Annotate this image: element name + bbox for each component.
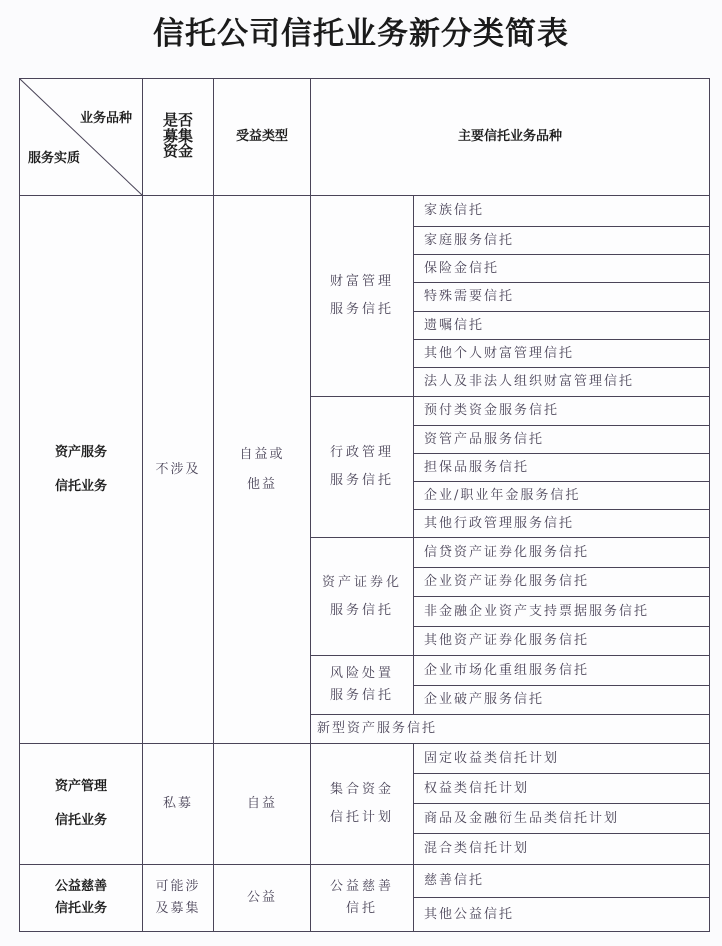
trust-classification-table (19, 78, 710, 932)
list-item: 企业/职业年金服务信托 (414, 482, 710, 510)
diagonal-line (20, 79, 143, 196)
list-item: 混合类信托计划 (414, 834, 710, 865)
list-item: 其他资产证券化服务信托 (414, 627, 710, 656)
fundraising-asset-management: 私募 (143, 744, 214, 865)
list-item: 其他个人财富管理信托 (414, 340, 710, 368)
subgroup-administrative-management: 行政管理 服务信托 (311, 397, 414, 538)
list-item: 企业市场化重组服务信托 (414, 656, 710, 686)
list-item: 其他行政管理服务信托 (414, 510, 710, 538)
list-item: 固定收益类信托计划 (414, 744, 710, 774)
header-row (20, 79, 710, 196)
fundraising-asset-service: 不涉及 (143, 196, 214, 744)
subgroup-risk-disposal: 风险处置 服务信托 (311, 656, 414, 715)
list-item: 保险金信托 (414, 255, 710, 283)
list-item: 权益类信托计划 (414, 774, 710, 804)
subgroup-wealth-management: 财富管理 服务信托 (311, 196, 414, 397)
list-item: 预付类资金服务信托 (414, 397, 710, 426)
list-item: 企业破产服务信托 (414, 686, 710, 715)
benefit-public-welfare-charity: 公益 (214, 865, 311, 932)
category-public-welfare-charity: 公益慈善 信托业务 (20, 865, 143, 932)
document-title: 信托公司信托业务新分类简表 (153, 16, 569, 52)
header-service-essence: 服务实质 (28, 151, 81, 166)
list-item: 担保品服务信托 (414, 454, 710, 482)
list-item: 慈善信托 (414, 865, 710, 898)
list-item: 信贷资产证券化服务信托 (414, 538, 710, 568)
list-item: 家庭服务信托 (414, 227, 710, 255)
header-business-variety: 业务品种 (79, 111, 132, 126)
category-asset-service: 资产服务 信托业务 (20, 196, 143, 744)
list-item: 遗嘱信托 (414, 312, 710, 340)
list-item: 资管产品服务信托 (414, 426, 710, 454)
list-item: 家族信托 (414, 196, 710, 227)
list-item: 特殊需要信托 (414, 283, 710, 312)
standalone-item-new-type-asset-service: 新型资产服务信托 (311, 715, 710, 744)
list-item: 其他公益信托 (414, 898, 710, 932)
subgroup-asset-securitization: 资产证券化 服务信托 (311, 538, 414, 656)
benefit-asset-management: 自益 (214, 744, 311, 865)
list-item: 商品及金融衍生品类信托计划 (414, 804, 710, 834)
category-asset-management: 资产管理 信托业务 (20, 744, 143, 865)
list-item: 企业资产证券化服务信托 (414, 568, 710, 597)
subgroup-charitable-trust: 公益慈善 信托 (311, 865, 414, 932)
header-benefit-type: 受益类型 (214, 79, 311, 196)
table-row (20, 196, 710, 227)
subgroup-collective-fund-trust-plan: 集合资金 信托计划 (311, 744, 414, 865)
list-item: 法人及非法人组织财富管理信托 (414, 368, 710, 397)
header-main-varieties: 主要信托业务品种 (311, 79, 710, 196)
list-item: 非金融企业资产支持票据服务信托 (414, 597, 710, 627)
fundraising-public-welfare-charity: 可能涉 及募集 (143, 865, 214, 932)
diagonal-header-cell (20, 79, 143, 196)
header-fundraising: 是否 募集 资金 (143, 79, 214, 196)
benefit-asset-service: 自益或 他益 (214, 196, 311, 744)
